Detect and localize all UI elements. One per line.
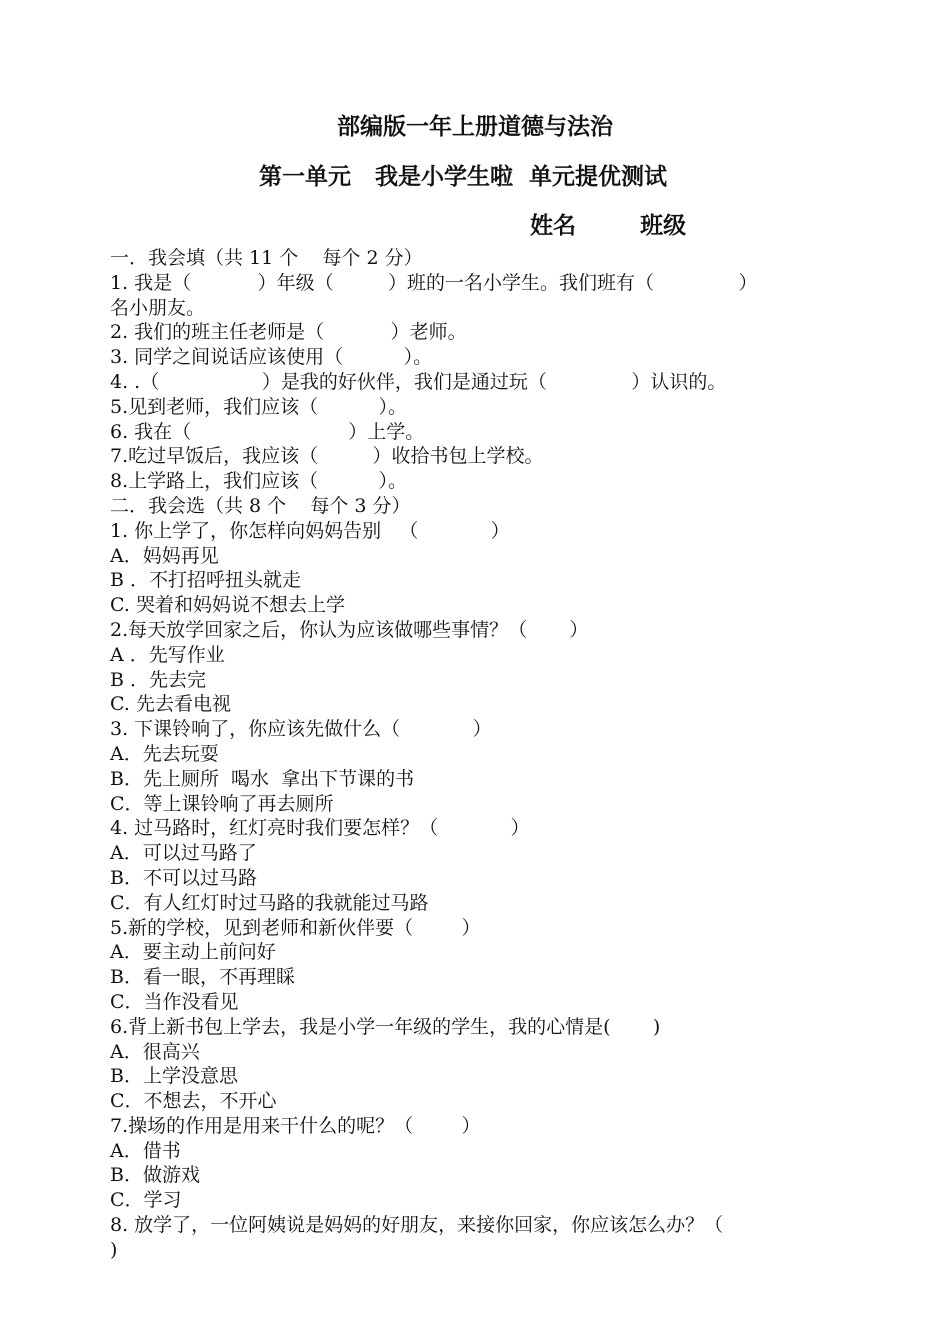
document-subtitle: 第一单元 我是小学生啦 单元提优测试 [258, 164, 668, 190]
name-label: 姓名 [530, 213, 576, 239]
option-line: A．妈妈再见 [110, 544, 219, 567]
option-line: C. 先去看电视 [110, 693, 231, 716]
question-line: 3. 下课铃响了，你应该先做什么（ ） [110, 718, 492, 741]
question-line: 7.吃过早饭后，我应该（ ）收拾书包上学校。 [110, 445, 544, 468]
section-heading-fill: 一．我会填（共 11 个 每个 2 分） [110, 247, 423, 269]
option-line: B．不可以过马路 [110, 866, 257, 889]
option-line: C．有人红灯时过马路的我就能过马路 [110, 891, 429, 914]
question-line: 5.新的学校，见到老师和新伙伴要（ ） [110, 916, 481, 939]
option-line: A．先去玩耍 [110, 742, 219, 765]
document-body [110, 246, 845, 1263]
option-line: C. 哭着和妈妈说不想去上学 [110, 594, 345, 617]
question-line: 6. 我在（ ）上学。 [110, 420, 425, 443]
name-class-bar [530, 207, 686, 240]
option-line: A．可以过马路了 [110, 842, 257, 865]
option-line: B．先上厕所 喝水 拿出下节课的书 [110, 767, 415, 790]
question-line: 4. 过马路时，红灯亮时我们要怎样？（ ） [110, 817, 530, 840]
option-line: C．学习 [110, 1189, 182, 1212]
question-line: 2. 我们的班主任老师是（ ）老师。 [110, 321, 467, 344]
document-title: 部编版一年上册道德与法治 [337, 114, 613, 140]
question-line: 1. 你上学了，你怎样向妈妈告别 （ ） [110, 519, 510, 542]
option-line: C．当作没看见 [110, 990, 239, 1013]
option-line: B．做游戏 [110, 1164, 200, 1187]
option-line: B．看一眼，不再理睬 [110, 966, 295, 989]
option-line: A．很高兴 [110, 1040, 200, 1063]
option-line: B ．不打招呼扭头就走 [110, 569, 302, 592]
question-line: 2.每天放学回家之后，你认为应该做哪些事情？（ ） [110, 618, 589, 641]
question-line: 6.背上新书包上学去，我是小学一年级的学生，我的心情是( ) [110, 1015, 661, 1038]
option-line: B．上学没意思 [110, 1065, 238, 1088]
question-line: 3. 同学之间说话应该使用（ ）。 [110, 346, 433, 369]
option-line: B ．先去完 [110, 668, 207, 691]
question-line: 7.操场的作用是用来干什么的呢？（ ） [110, 1114, 481, 1137]
class-label: 班级 [640, 213, 687, 239]
question-line: 5.见到老师，我们应该（ ）。 [110, 395, 408, 418]
option-line: A．借书 [110, 1139, 181, 1162]
question-line: 1. 我是（ ）年级（ ）班的一名小学生。我们班有（ ） [110, 271, 758, 294]
option-line: C．不想去，不开心 [110, 1090, 277, 1113]
option-line: C．等上课铃响了再去厕所 [110, 792, 334, 815]
question-line: ) [110, 1238, 118, 1261]
option-line: A．要主动上前问好 [110, 941, 276, 964]
option-line: A ．先写作业 [110, 643, 225, 666]
section-heading-choice: 二．我会选（共 8 个 每个 3 分） [110, 494, 411, 517]
question-line: 4. .（ ）是我的好伙伴，我们是通过玩（ ）认识的。 [110, 370, 727, 393]
question-line: 名小朋友。 [110, 296, 206, 319]
question-line: 8.上学路上，我们应该（ ）。 [110, 470, 408, 493]
question-line: 8. 放学了，一位阿姨说是妈妈的好朋友，来接你回家，你应该怎么办？（ [110, 1214, 724, 1237]
